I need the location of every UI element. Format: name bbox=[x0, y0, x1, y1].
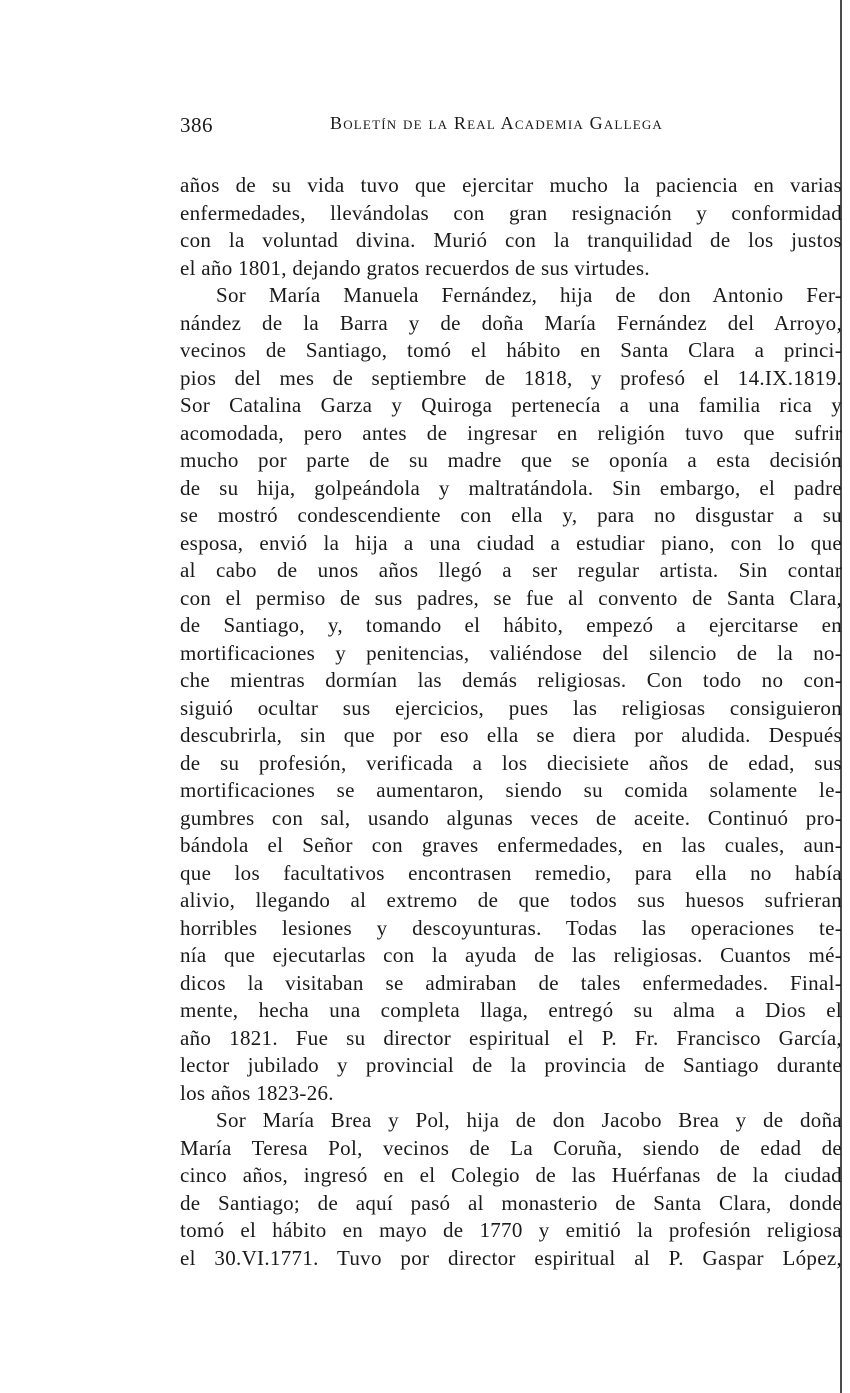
text-line: al cabo de unos años llegó a ser regular artista. Sin contar bbox=[180, 558, 842, 582]
text-line: de Santiago; de aquí pasó al monasterio de Santa Clara, donde bbox=[180, 1190, 842, 1215]
text-line: dicos la visitaban se admiraban de tales enfermedades. Final- bbox=[180, 970, 842, 995]
text-line: años de su vida tuvo que ejercitar mucho la paciencia en varias bbox=[180, 173, 842, 197]
text-line: de su profesión, verificada a los diecisiete años de edad, sus bbox=[180, 750, 842, 775]
text-line: mucho por parte de su madre que se oponía a esta decisión bbox=[180, 448, 842, 472]
text-line: mortificaciones y penitencias, valiéndose del silencio de la no- bbox=[180, 640, 842, 665]
page-header bbox=[180, 113, 750, 143]
text-line: el año 1801, dejando gratos recuerdos de sus virtudes. bbox=[180, 255, 650, 280]
paragraph-start-line: Sor María Manuela Fernández, hija de don Antonio Fer- bbox=[216, 283, 842, 307]
text-line: vecinos de Santiago, tomó el hábito en Santa Clara a princi- bbox=[180, 338, 842, 362]
text-line: mente, hecha una completa llaga, entregó su alma a Dios el bbox=[180, 998, 842, 1022]
text-line: los años 1823-26. bbox=[180, 1080, 334, 1105]
text-line: descubrirla, sin que por eso ella se diera por aludida. Después bbox=[180, 723, 842, 747]
text-line: lector jubilado y provincial de la provincia de Santiago durante bbox=[180, 1053, 842, 1077]
text-line: esposa, envió la hija a una ciudad a estudiar piano, con lo que bbox=[180, 530, 842, 555]
text-line: de Santiago, y, tomando el hábito, empezó a ejercitarse en bbox=[180, 613, 842, 637]
text-line: de su hija, golpeándola y maltratándola. Sin embargo, el padre bbox=[180, 475, 842, 500]
text-line: enfermedades, llevándolas con gran resignación y conformidad bbox=[180, 200, 842, 225]
text-line: Sor Catalina Garza y Quiroga pertenecía a una familia rica y bbox=[180, 393, 842, 417]
text-line: que los facultativos encontrasen remedio, para ella no había bbox=[180, 860, 842, 885]
paragraph-start-line: Sor María Brea y Pol, hija de don Jacobo Brea y de doña bbox=[216, 1108, 842, 1132]
text-line: gumbres con sal, usando algunas veces de aceite. Continuó pro- bbox=[180, 805, 842, 830]
running-title: Boletín de la Real Academia Gallega bbox=[330, 113, 664, 133]
text-line: María Teresa Pol, vecinos de La Coruña, siendo de edad de bbox=[180, 1135, 842, 1160]
page-number: 386 bbox=[180, 113, 213, 137]
text-line: se mostró condescendiente con ella y, para no disgustar a su bbox=[180, 503, 842, 527]
text-line: siguió ocultar sus ejercicios, pues las religiosas consiguieron bbox=[180, 695, 842, 720]
text-line: mortificaciones se aumentaron, siendo su comida solamente le- bbox=[180, 778, 842, 802]
text-line: che mientras dormían las demás religiosas. Con todo no con- bbox=[180, 668, 842, 692]
text-line: alivio, llegando al extremo de que todos sus huesos sufrieran bbox=[180, 888, 842, 912]
text-line: acomodada, pero antes de ingresar en religión tuvo que sufrir bbox=[180, 420, 842, 445]
text-line: horribles lesiones y descoyunturas. Todas las operaciones te- bbox=[180, 915, 842, 940]
text-line: con el permiso de sus padres, se fue al convento de Santa Clara, bbox=[180, 585, 842, 610]
text-line: tomó el hábito en mayo de 1770 y emitió la profesión religiosa bbox=[180, 1218, 842, 1242]
text-line: nía que ejecutarlas con la ayuda de las religiosas. Cuantos mé- bbox=[180, 943, 842, 967]
text-line: pios del mes de septiembre de 1818, y profesó el 14.IX.1819. bbox=[180, 365, 842, 390]
text-line: cinco años, ingresó en el Colegio de las Huérfanas de la ciudad bbox=[180, 1163, 842, 1187]
body-text bbox=[180, 172, 842, 1272]
text-line: nández de la Barra y de doña María Fernández del Arroyo, bbox=[180, 310, 842, 335]
text-line: bándola el Señor con graves enfermedades, en las cuales, aun- bbox=[180, 833, 842, 857]
text-line: año 1821. Fue su director espiritual el P. Fr. Francisco García, bbox=[180, 1025, 842, 1050]
text-line: el 30.VI.1771. Tuvo por director espiritual al P. Gaspar López, bbox=[180, 1245, 842, 1270]
text-line: con la voluntad divina. Murió con la tranquilidad de los justos bbox=[180, 228, 842, 252]
